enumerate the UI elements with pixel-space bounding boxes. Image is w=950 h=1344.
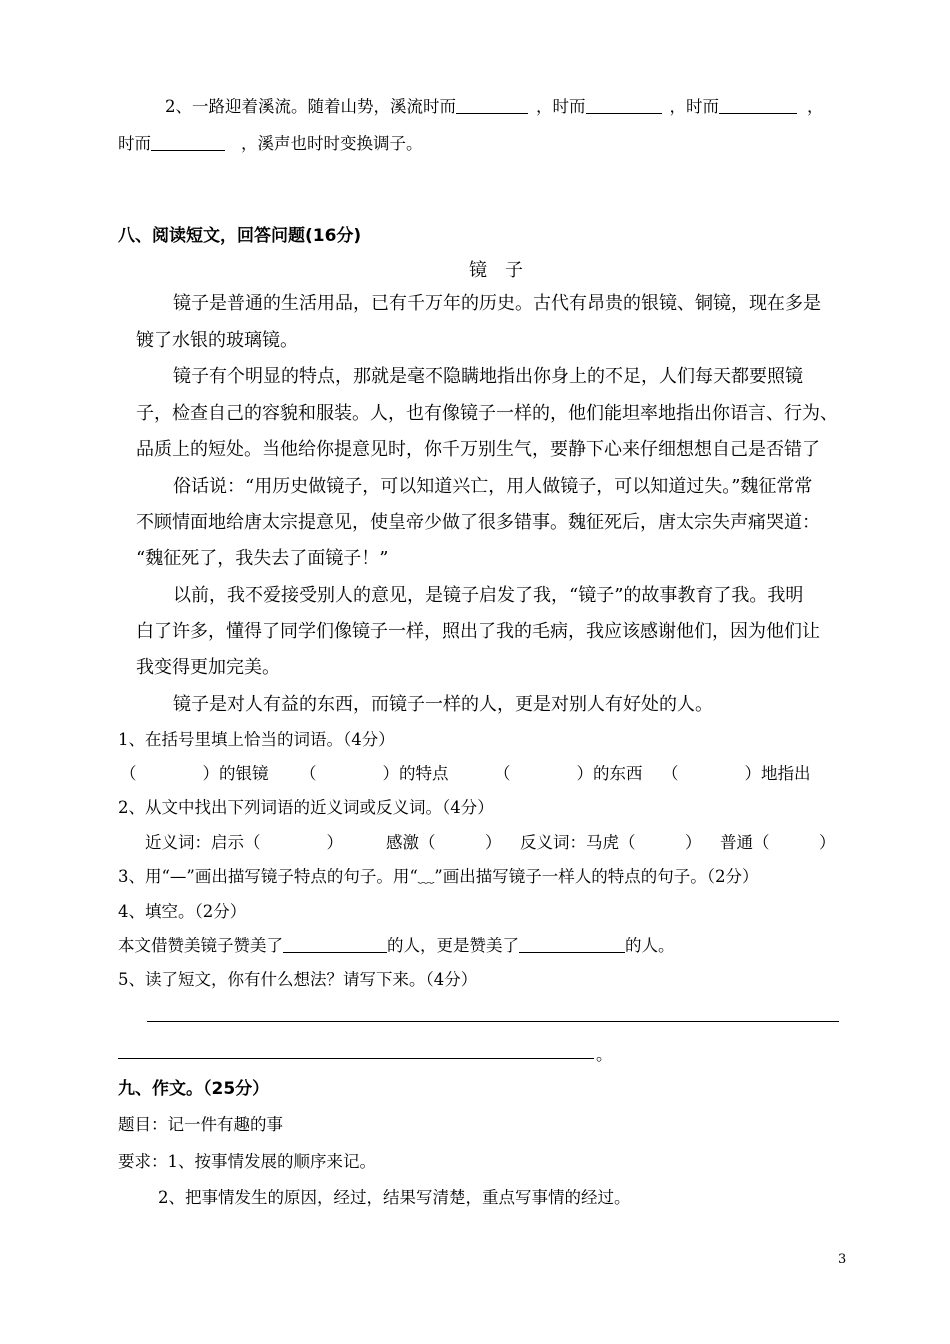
passage-line: 以前，我不爱接受别人的意见，是镜子启发了我，“镜子”的故事教育了我。我明 — [173, 585, 804, 606]
q7-2-line2 — [118, 133, 423, 155]
passage-line: 我变得更加完美。 — [136, 657, 280, 678]
q7-2-text: ，溪声也时时变换调子。 — [241, 134, 423, 153]
page-number: 3 — [838, 1252, 847, 1267]
passage-line: 镀了水银的玻璃镜。 — [136, 330, 298, 351]
question-5: 5、读了短文，你有什么想法？请写下来。（4分） — [118, 970, 478, 989]
answer-blank[interactable] — [719, 97, 797, 114]
passage-line: 镜子是普通的生活用品，已有千万年的历史。古代有昂贵的银镜、铜镜，现在多是 — [173, 293, 821, 314]
answer-blank[interactable] — [519, 936, 625, 953]
answer-blank[interactable] — [151, 134, 225, 151]
answer-blank[interactable] — [283, 936, 387, 953]
section-9-heading: 九、作文。（25分） — [118, 1079, 270, 1099]
answer-end-mark: 。 — [596, 1045, 613, 1064]
answer-line[interactable] — [147, 1021, 839, 1022]
q4-text: 的人。 — [625, 936, 675, 955]
q7-2-line1 — [165, 96, 824, 118]
section-8-heading: 八、阅读短文，回答问题(16分) — [118, 226, 362, 246]
passage-line: 镜子有个明显的特点，那就是毫不隐瞒地指出你身上的不足，人们每天都要照镜 — [173, 366, 803, 387]
passage-line: 镜子是对人有益的东西，而镜子一样的人，更是对别人有好处的人。 — [173, 694, 713, 715]
passage-title: 镜 子 — [469, 260, 523, 281]
passage-line: 俗话说：“用历史做镜子，可以知道兴亡，用人做镜子，可以知道过失。”魏征常常 — [173, 476, 813, 497]
passage-line: 不顾情面地给唐太宗提意见，使皇帝少做了很多错事。魏征死后，唐太宗失声痛哭道： — [136, 512, 820, 533]
fill-item[interactable]: 近义词：启示（ ） — [145, 833, 343, 852]
passage-line: “魏征死了，我失去了面镜子！” — [136, 548, 389, 569]
passage-line: 品质上的短处。当他给你提意见时，你千万别生气，要静下心来仔细想想自己是否错了 — [136, 439, 820, 460]
question-3: 3、用“—”画出描写镜子特点的句子。用“﹏”画出描写镜子一样人的特点的句子。（2分） — [118, 867, 759, 886]
fill-item[interactable]: 普通（ ） — [720, 833, 836, 852]
q7-2-sep: ，时而 — [669, 97, 719, 116]
question-4: 4、填空。（2分） — [118, 902, 247, 921]
question-1: 1、在括号里填上恰当的词语。（4分） — [118, 730, 395, 749]
fill-item[interactable]: （ ）的特点 — [300, 764, 449, 783]
fill-item[interactable]: 感激（ ） — [386, 833, 502, 852]
answer-line[interactable] — [118, 1058, 594, 1059]
question-4-fill — [118, 935, 675, 957]
essay-requirement: 要求：1、按事情发展的顺序来记。 — [118, 1152, 376, 1171]
q7-2-text: 2、一路迎着溪流。随着山势，溪流时而 — [165, 97, 456, 116]
q7-2-text: 时而 — [118, 134, 151, 153]
q4-text: 本文借赞美镜子赞美了 — [118, 936, 283, 955]
passage-line: 子，检查自己的容貌和服装。人，也有像镜子一样的，他们能坦率地指出你语言、行为、 — [136, 403, 838, 424]
q7-2-sep: ，时而 — [536, 97, 586, 116]
q7-2-sep: ， — [807, 97, 824, 116]
answer-blank[interactable] — [456, 97, 528, 114]
fill-item[interactable]: （ ）的东西 — [494, 764, 643, 783]
answer-blank[interactable] — [586, 97, 662, 114]
fill-item[interactable]: （ ）的银镜 — [120, 764, 269, 783]
fill-item[interactable]: 反义词：马虎（ ） — [520, 833, 702, 852]
question-2: 2、从文中找出下列词语的近义词或反义词。（4分） — [118, 798, 494, 817]
passage-line: 白了许多，懂得了同学们像镜子一样，照出了我的毛病，我应该感谢他们，因为他们让 — [136, 621, 820, 642]
fill-item[interactable]: （ ）地指出 — [662, 764, 811, 783]
essay-requirement: 2、把事情发生的原因，经过，结果写清楚，重点写事情的经过。 — [158, 1188, 631, 1207]
essay-topic: 题目：记一件有趣的事 — [118, 1115, 283, 1134]
q4-text: 的人，更是赞美了 — [387, 936, 519, 955]
